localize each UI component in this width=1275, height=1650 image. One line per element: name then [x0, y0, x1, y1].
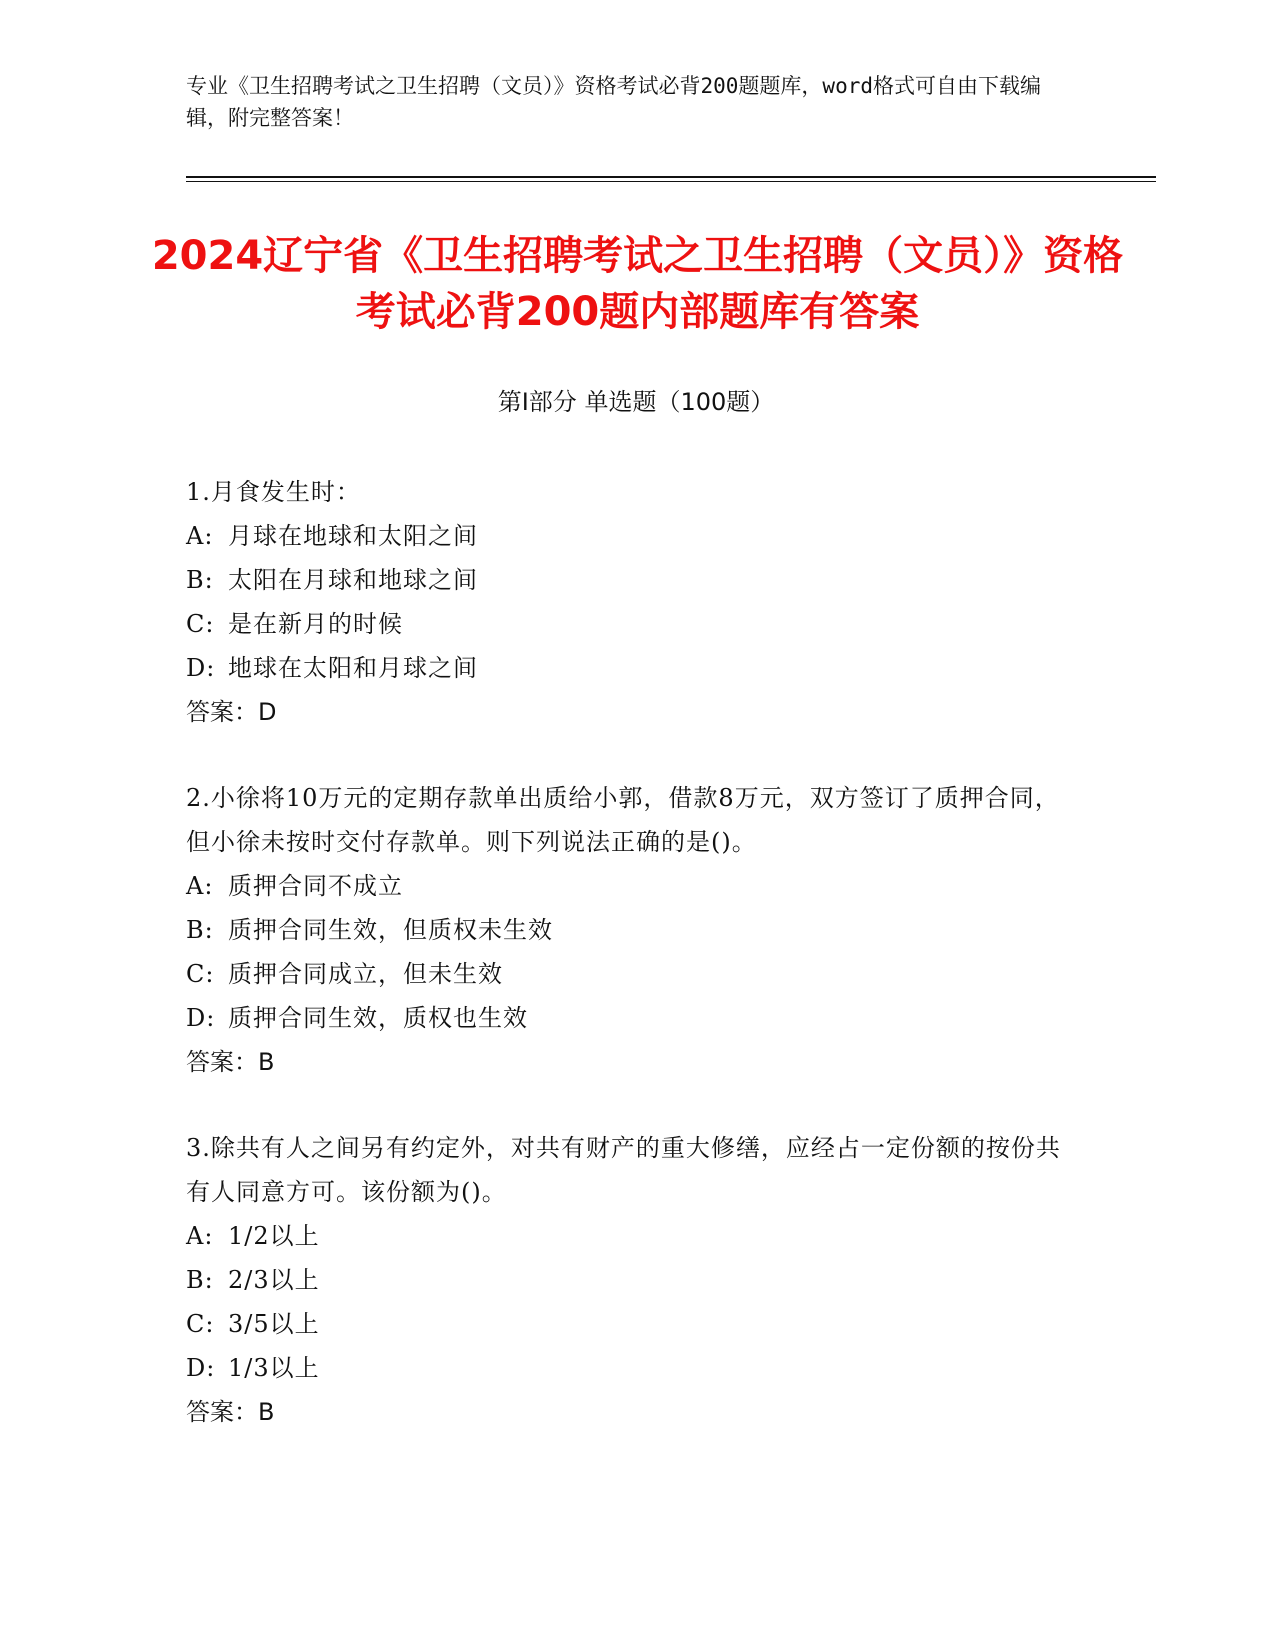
option-letter: C:: [186, 960, 215, 988]
option-letter: D:: [186, 1354, 216, 1382]
header-divider-thin: [186, 181, 1156, 182]
option-text: 太阳在月球和地球之间: [228, 566, 478, 594]
option-text: 月球在地球和太阳之间: [228, 522, 478, 550]
option-text: 地球在太阳和月球之间: [228, 654, 478, 682]
option-letter: A:: [186, 1222, 214, 1250]
option-a: [186, 514, 1066, 558]
header-divider-thick: [186, 176, 1156, 178]
option-letter: C:: [186, 610, 215, 638]
question-stem: 3.除共有人之间另有约定外，对共有财产的重大修缮，应经占一定份额的按份共有人同意方可。该份额为()。: [186, 1134, 1061, 1206]
option-letter: D:: [186, 1004, 216, 1032]
option-letter: A:: [186, 522, 214, 550]
option-a: [186, 864, 1066, 908]
option-d: [186, 1346, 1066, 1390]
option-text: 质押合同不成立: [228, 872, 403, 900]
question-stem: 1.月食发生时：: [186, 478, 361, 506]
answer-line: [186, 1040, 1066, 1084]
answer-line: [186, 1390, 1066, 1434]
question-2: [186, 776, 1066, 1084]
option-c: [186, 1302, 1066, 1346]
question-list: [186, 470, 1066, 1476]
answer-label: 答案：: [186, 1048, 258, 1076]
option-text: 质押合同生效，质权也生效: [228, 1004, 528, 1032]
option-letter: B:: [186, 916, 214, 944]
question-3: [186, 1126, 1066, 1434]
option-text: 质押合同生效，但质权未生效: [228, 916, 553, 944]
option-text: 3/5以上: [228, 1310, 320, 1338]
option-c: [186, 952, 1066, 996]
document-title: 2024辽宁省《卫生招聘考试之卫生招聘（文员）》资格考试必背200题内部题库有答案: [151, 233, 1124, 335]
option-b: [186, 1258, 1066, 1302]
question-stem: 2.小徐将10万元的定期存款单出质给小郭，借款8万元，双方签订了质押合同，但小徐未按时交付存款单。则下列说法正确的是()。: [186, 784, 1060, 856]
question-1: [186, 470, 1066, 734]
option-letter: C:: [186, 1310, 215, 1338]
option-a: [186, 1214, 1066, 1258]
option-letter: B:: [186, 566, 214, 594]
option-text: 2/3以上: [228, 1266, 320, 1294]
answer-label: 答案：: [186, 1398, 258, 1426]
option-text: 质押合同成立，但未生效: [228, 960, 503, 988]
option-d: [186, 646, 1066, 690]
option-c: [186, 602, 1066, 646]
answer-value: B: [258, 1048, 275, 1076]
option-text: 是在新月的时候: [228, 610, 403, 638]
option-letter: B:: [186, 1266, 214, 1294]
option-text: 1/3以上: [228, 1354, 320, 1382]
answer-label: 答案：: [186, 698, 258, 726]
option-b: [186, 558, 1066, 602]
answer-line: [186, 690, 1066, 734]
option-d: [186, 996, 1066, 1040]
option-letter: A:: [186, 872, 214, 900]
option-text: 1/2以上: [228, 1222, 320, 1250]
answer-value: B: [258, 1398, 275, 1426]
section-title: 第I部分 单选题（100题）: [497, 388, 775, 416]
option-b: [186, 908, 1066, 952]
header-note: 专业《卫生招聘考试之卫生招聘（文员）》资格考试必背200题题库，word格式可自由下载编辑，附完整答案！: [186, 74, 1041, 130]
answer-value: D: [258, 698, 277, 726]
option-letter: D:: [186, 654, 216, 682]
